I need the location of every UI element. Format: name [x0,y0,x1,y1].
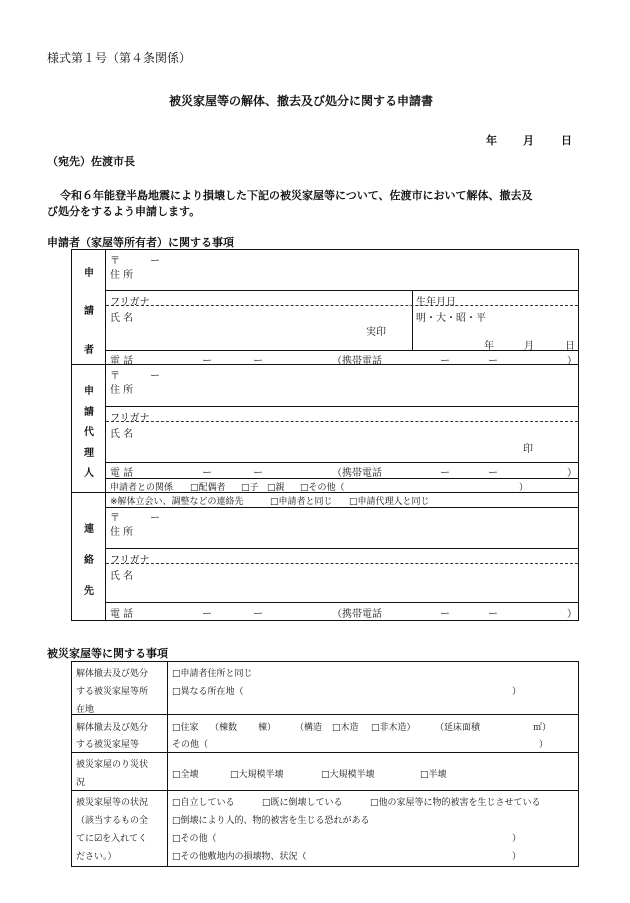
damage-half-checkbox[interactable]: □半壊 [420,770,447,780]
agent-name-label[interactable]: 氏 名 [110,429,134,440]
location-label-line-3: 在地 [76,705,95,715]
contact-mobile-dash-2: ー [488,609,498,620]
applicant-mobile-close: ） [567,356,577,367]
intro-line-1: 令和６年能登半島地震により損壊した下記の被災家屋等について、佐渡市において解体、撤去及 [60,189,533,202]
agent-group-label-3: 代 [84,427,94,438]
agent-phone-dash-1: ー [202,468,212,479]
applicant-phone-label[interactable]: 電 話 [110,356,134,367]
location-label-line-2: する被災家屋等所 [76,687,149,697]
status-standing-checkbox[interactable]: □自立している [172,798,235,808]
section-house-heading: 被災家屋等に関する事項 [47,647,168,660]
type-other-close: ） [539,740,549,750]
applicant-mobile-dash-2: ー [488,356,498,367]
status-risk-checkbox[interactable]: □倒壊により人的、物的被害を生じる恐れがある [172,816,370,826]
relation-other-checkbox[interactable]: □その他（ [300,483,345,493]
contact-group-label-2: 絡 [84,555,94,566]
contact-phone-label[interactable]: 電 話 [110,609,134,620]
applicant-birth-year: 年 [484,341,494,352]
agent-address-label[interactable]: 住 所 [110,385,134,396]
damage-large-half-2-checkbox[interactable]: □大規模半壊 [321,770,375,780]
type-label-line-1: 解体撤去及び処分 [76,723,149,733]
agent-relation-label: 申請者との関係 [110,483,174,493]
status-premises-debris-close: ） [512,852,522,862]
applicant-address-label[interactable]: 住 所 [110,270,134,281]
agent-mobile-label[interactable]: （携帯電話 [332,468,382,479]
applicant-mobile-label[interactable]: （携帯電話 [332,356,382,367]
location-same-as-applicant-checkbox[interactable]: □申請者住所と同じ [172,669,253,679]
location-different-checkbox[interactable]: □異なる所在地（ [172,687,244,697]
contact-postal-dash: ー [150,513,160,524]
status-damaging-others-checkbox[interactable]: □他の家屋等に物的被害を生じさせている [370,798,541,808]
contact-group-label-1: 連 [84,524,94,535]
agent-seal-label: 印 [523,444,533,455]
applicant-postal-mark: 〒 [110,256,120,267]
addressee: （宛先）佐渡市長 [47,155,135,168]
contact-furigana-label[interactable]: フリガナ [110,555,150,566]
applicant-furigana-label[interactable]: フリガナ [110,297,150,308]
intro-line-2: び処分をするよう申請します。 [47,205,201,218]
damage-label-line-1: 被災家屋のり災状 [76,760,149,770]
applicant-name-label[interactable]: 氏 名 [110,313,134,324]
damage-large-half-1-checkbox[interactable]: □大規模半壊 [230,770,284,780]
relation-spouse-checkbox[interactable]: □配偶者 [190,483,226,493]
type-area-label: （延床面積 [435,723,481,733]
applicant-group-label-1: 申 [84,268,94,279]
contact-same-as-agent-checkbox[interactable]: □申請代理人と同じ [349,497,430,507]
contact-phone-dash-1: ー [202,609,212,620]
applicant-mobile-dash-1: ー [440,356,450,367]
type-other-label[interactable]: その他（ [172,740,209,750]
agent-phone-label[interactable]: 電 話 [110,468,134,479]
type-nonwood-checkbox[interactable]: □非木造） [371,723,416,733]
agent-phone-dash-2: ー [253,468,263,479]
location-label-line-1: 解体撤去及び処分 [76,669,149,679]
page-title: 被災家屋等の解体、撤去及び処分に関する申請書 [169,94,434,108]
damage-label-line-2: 況 [76,778,86,788]
relation-other-close: ） [519,483,529,493]
agent-group-label-4: 理 [84,448,94,459]
type-label-line-2: する被災家屋等 [76,740,140,750]
section-applicant-heading: 申請者（家屋等所有者）に関する事項 [47,236,234,249]
status-label-line-4: ださい。） [76,852,117,862]
form-number-label: 様式第１号（第４条関係） [47,51,192,65]
applicant-seal-label: 実印 [366,327,386,338]
type-wood-checkbox[interactable]: □木造 [332,723,359,733]
agent-group-label-2: 請 [84,407,94,418]
applicant-postal-dash: ー [150,256,160,267]
agent-mobile-dash-2: ー [488,468,498,479]
contact-postal-mark: 〒 [110,513,120,524]
type-count-label: （棟数 [210,723,238,733]
contact-address-label[interactable]: 住 所 [110,527,134,538]
applicant-era-options[interactable]: 明・大・昭・平 [416,313,486,324]
date-month-label: 月 [523,134,534,147]
status-premises-debris-checkbox[interactable]: □その他敷地内の損壊物、状況（ [172,852,307,862]
agent-postal-dash: ー [150,371,160,382]
agent-postal-mark: 〒 [110,371,120,382]
contact-group-label-3: 先 [84,586,94,597]
type-house-checkbox[interactable]: □住家 [172,723,199,733]
relation-child-checkbox[interactable]: □子 [241,483,259,493]
agent-group-label-5: 人 [84,468,94,479]
applicant-birth-month: 月 [524,341,534,352]
applicant-birthdate-label: 生年月日 [416,297,456,308]
date-year-label: 年 [486,134,497,147]
status-other-close: ） [512,834,522,844]
type-structure-label: （構造 [295,723,323,733]
agent-furigana-label[interactable]: フリガナ [110,413,150,424]
applicant-phone-dash-1: ー [202,356,212,367]
status-other-checkbox[interactable]: □その他（ [172,834,217,844]
agent-mobile-dash-1: ー [440,468,450,479]
status-collapsed-checkbox[interactable]: □既に倒壊している [262,798,343,808]
applicant-group-label-3: 者 [84,345,94,356]
contact-same-as-applicant-checkbox[interactable]: □申請者と同じ [270,497,333,507]
relation-parent-checkbox[interactable]: □親 [267,483,285,493]
type-count-unit: 棟） [258,723,277,733]
agent-mobile-close: ） [567,468,577,479]
applicant-birth-day: 日 [565,341,575,352]
applicant-phone-dash-2: ー [253,356,263,367]
damage-total-collapse-checkbox[interactable]: □全壊 [172,770,199,780]
contact-name-label[interactable]: 氏 名 [110,571,134,582]
status-label-line-3: てに☑を入れてく [76,834,148,844]
contact-note: ※解体立会い、調整などの連絡先 [110,497,244,507]
contact-mobile-label[interactable]: （携帯電話 [332,609,382,620]
type-area-unit: ㎡） [533,723,552,733]
agent-group-label-1: 申 [84,386,94,397]
date-day-label: 日 [561,134,572,147]
contact-phone-dash-2: ー [253,609,263,620]
contact-mobile-close: ） [567,609,577,620]
location-different-close: ） [512,687,522,697]
applicant-group-label-2: 請 [84,306,94,317]
contact-mobile-dash-1: ー [440,609,450,620]
status-label-line-1: 被災家屋等の状況 [76,798,149,808]
status-label-line-2: （該当するもの全 [76,816,149,826]
